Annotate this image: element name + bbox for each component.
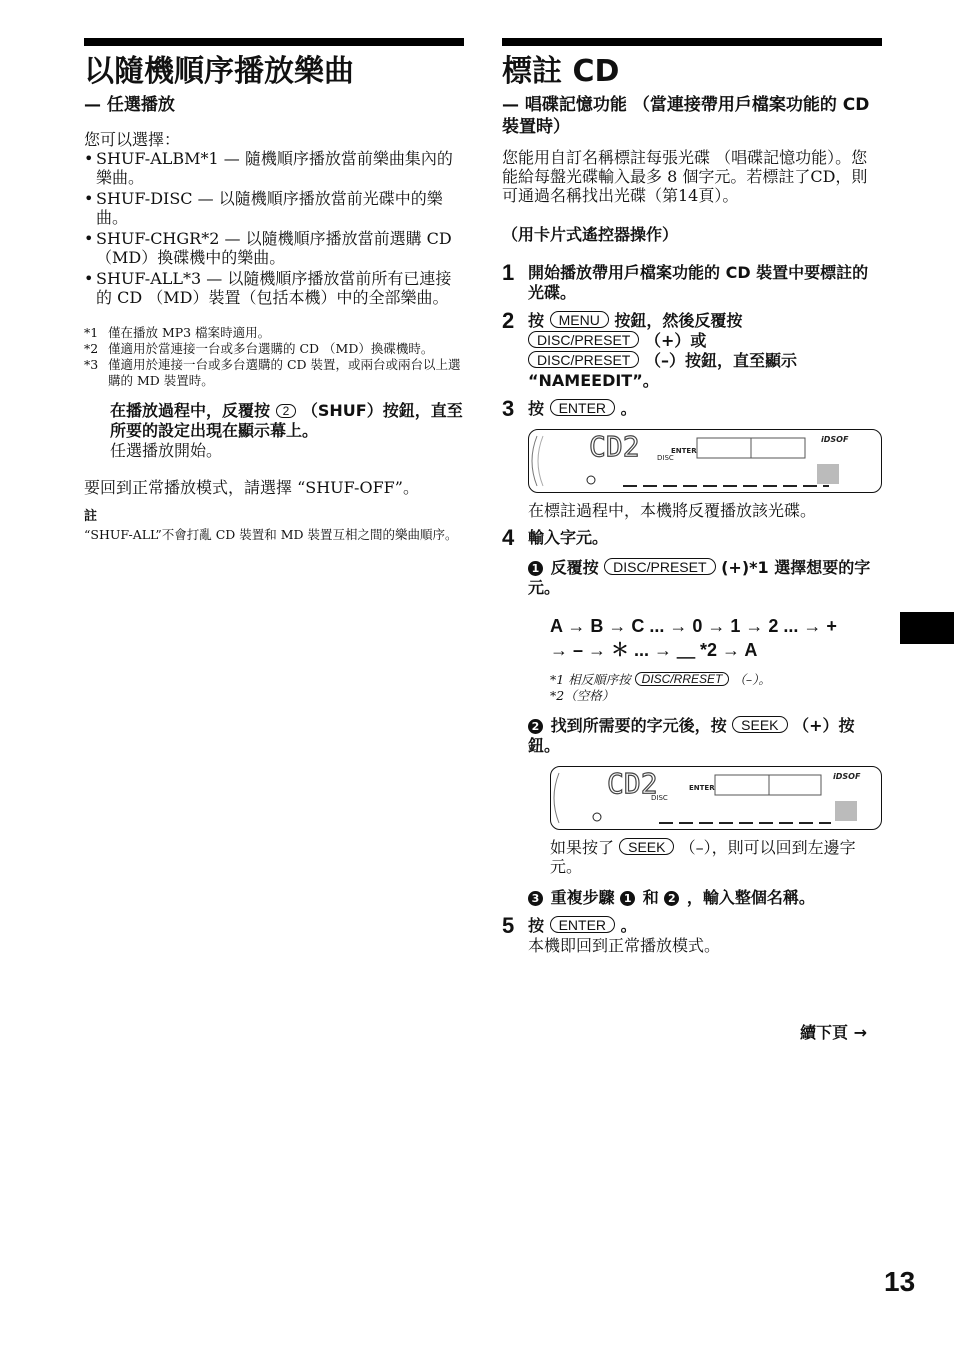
note-label: 註	[84, 509, 98, 524]
return-text: 要回到正常播放模式，請選擇 “SHUF-OFF”。	[84, 478, 419, 497]
continue-label: 續下頁 →	[800, 1023, 867, 1042]
circled-3-icon: 3	[528, 891, 543, 906]
list-item: • SHUF-ALL*3 — 以隨機順序播放當前所有已連接的 CD （MD）裝置（包括本機）中的全部樂曲。	[84, 269, 464, 307]
step-5: 5 按 ENTER 。 本機即回到正常播放模式。	[502, 916, 882, 955]
substep-3: 3 重複步驟 1 和 2 ，輸入整個名稱。	[528, 888, 882, 908]
seek-button: SEEK	[732, 716, 787, 733]
lcd-text: CD2	[607, 767, 658, 800]
circled-1-icon: 1	[620, 891, 635, 906]
brand-logo: iDSOF	[821, 435, 849, 444]
step-3: 3 按 ENTER 。 CD2 DISC ENTER iDSOF 在標註過程中，本機將反覆播放該光碟。	[502, 399, 882, 520]
left-column	[84, 38, 464, 543]
enter-button: ENTER	[550, 916, 615, 933]
option-code: SHUF-CHGR*2	[96, 229, 220, 248]
seek-button: SEEK	[619, 838, 674, 855]
step-3-result: 在標註過程中，本機將反覆播放該光碟。	[528, 501, 817, 520]
footnote: *2 僅適用於當連接一台或多台選購的 CD （MD）換碟機時。	[84, 341, 434, 356]
list-item: • SHUF-DISC — 以隨機順序播放當前光碟中的樂曲。	[84, 189, 464, 227]
lcd-enter-label: ENTER	[671, 447, 697, 455]
footnotes	[84, 325, 464, 389]
step-1: 1 開始播放帶用戶檔案功能的 CD 裝置中要標註的光碟。	[502, 260, 869, 302]
note-text: “SHUF-ALL”不會打亂 CD 裝置和 MD 裝置互相之間的樂曲順序。	[84, 527, 458, 542]
lcd-display-art	[529, 430, 881, 492]
substep-1: 1 反覆按 DISC/PRESET (+)*1 選擇想要的字元。 A → B → C ... → 0 → 1 → 2 ... → + → – → ＊ ... → ＿ *2 → A *1 相反順序按 DISC/RRESET （–）。 *2（空格）	[528, 558, 882, 704]
remote-note: （用卡片式遙控器操作）	[502, 225, 679, 244]
circled-1-icon: 1	[528, 561, 543, 576]
enter-button: ENTER	[550, 399, 615, 416]
list-item: • SHUF-ALBM*1 — 隨機順序播放當前樂曲集內的樂曲。	[84, 149, 464, 187]
lcd-display	[528, 429, 882, 493]
footnote: *3 僅適用於連接一台或多台選購的 CD 裝置，或兩台或兩台以上選購的 MD 裝置時。	[84, 357, 461, 388]
lcd-disc-label: DISC	[651, 794, 668, 802]
right-intro: 您能用自訂名稱標註每張光碟 （唱碟記憶功能）。您能給每盤光碟輸入最多 8 個字元。若標註了CD，則可通過名稱找出光碟（第14頁）。	[502, 148, 868, 205]
option-code: SHUF-ALL*3	[96, 269, 202, 288]
section-rule	[502, 38, 882, 46]
section-tab	[900, 612, 954, 644]
right-title: 標註 CD	[502, 54, 620, 89]
right-subtitle: — 唱碟記憶功能 （當連接帶用戶檔案功能的 CD 裝置時）	[502, 95, 870, 137]
disc-preset-button: DISC/RRESET	[635, 672, 730, 686]
lcd-display	[550, 766, 882, 830]
menu-button: MENU	[550, 311, 609, 328]
left-subtitle: — 任選播放	[84, 95, 175, 115]
lcd-display-art	[551, 767, 881, 829]
lcd-disc-label: DISC	[657, 454, 674, 462]
left-title: 以隨機順序播放樂曲	[84, 54, 354, 89]
lcd-enter-label: ENTER	[689, 784, 715, 792]
page-number: 13	[884, 1266, 916, 1297]
footnote: *1 僅在播放 MP3 檔案時適用。	[84, 325, 271, 340]
right-column	[502, 38, 882, 955]
circled-2-icon: 2	[664, 891, 679, 906]
brand-logo: iDSOF	[833, 772, 861, 781]
step-2: 2 按 MENU 按鈕，然後反覆按 DISC/PRESET （+）或 DISC/PRESET （–）按鈕，直至顯示 “NAMEEDIT”。	[502, 308, 797, 390]
disc-preset-button: DISC/PRESET	[528, 331, 639, 348]
option-code: SHUF-DISC	[96, 189, 193, 208]
list-item: • SHUF-CHGR*2 — 以隨機順序播放當前選購 CD （MD）換碟機中的樂曲。	[84, 229, 464, 267]
key-2-button: 2	[276, 404, 297, 418]
shuffle-options-list	[84, 149, 464, 307]
section-rule	[84, 38, 464, 46]
disc-preset-button: DISC/PRESET	[604, 558, 715, 575]
instruction-result: 任選播放開始。	[110, 441, 223, 460]
char-sequence: A → B → C ... → 0 → 1 → 2 ... → + → – → ＊ ... → ＿ *2 → A *1 相反順序按 DISC/RRESET （–）。 *2（空格）	[550, 616, 837, 703]
option-code: SHUF-ALBM*1	[96, 149, 219, 168]
step-5-result: 本機即回到正常播放模式。	[528, 936, 721, 955]
lcd-text: CD2	[589, 430, 640, 463]
disc-preset-button: DISC/PRESET	[528, 351, 639, 368]
substep-2: 2 找到所需要的字元後，按 SEEK （+）按鈕。 CD2 DISC ENTER iDSOF 如果按了 SEEK （–），則可以回到左邊字元。	[528, 716, 882, 876]
left-intro: 您可以選擇：	[84, 130, 181, 149]
shuffle-instruction: 在播放過程中，反覆按 2 （SHUF）按鈕，直至所要的設定出現在顯示幕上。 任選播放開始。	[110, 401, 463, 460]
step-4: 4 輸入字元。 1 反覆按 DISC/PRESET (+)*1 選擇想要的字元。 A → B → C ... → 0 → 1 → 2 ... → + → – → ＊ ... → ＿ *2 → A *1 相反順序按 DISC/RRESET （–）。 *2（空格） 2 找到所需要的字元後，按 SEEK （+）按鈕。 CD2 DISC ENTER iDSOF 如果按了 SEEK （–），則可以回到左邊字元。 3 重複步驟 1 和 2 ，輸入整個名稱。	[502, 528, 882, 908]
circled-2-icon: 2	[528, 719, 543, 734]
